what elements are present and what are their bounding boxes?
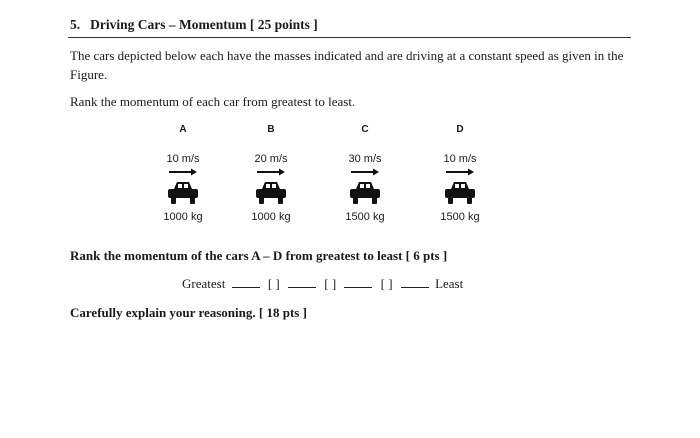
car-icon [347, 179, 383, 205]
car-speed: 30 m/s [348, 153, 382, 165]
rank-blank-2[interactable] [288, 277, 316, 288]
rank-bracket-3[interactable]: [ ] [380, 276, 393, 291]
rank-blank-1[interactable] [232, 277, 260, 288]
car-mass: 1500 kg [345, 211, 385, 223]
rank-blank-4[interactable] [401, 277, 429, 288]
car-icon [165, 179, 201, 205]
right-arrow-icon [445, 168, 475, 176]
rank-bracket-1[interactable]: [ ] [267, 276, 280, 291]
car-icon [253, 179, 289, 205]
rank-blank-3[interactable] [344, 277, 372, 288]
rank-instruction: Rank the momentum of each car from greatest to least. [70, 94, 356, 109]
right-arrow-icon [350, 168, 380, 176]
title-underline [68, 37, 631, 38]
question-number: 5. [70, 17, 81, 32]
car-letter: C [361, 124, 369, 135]
question-title-text: Driving Cars – Momentum [ 25 points ] [90, 17, 318, 32]
car-letter: D [456, 124, 464, 135]
car-mass: 1000 kg [251, 211, 291, 223]
cars-figure [0, 124, 700, 234]
greatest-label: Greatest [182, 276, 226, 291]
car-speed: 20 m/s [254, 153, 288, 165]
rank-bracket-2[interactable]: [ ] [324, 276, 337, 291]
car-letter: B [267, 124, 275, 135]
car-mass: 1000 kg [163, 211, 203, 223]
rank-heading: Rank the momentum of the cars A – D from greatest to least [ 6 pts ] [70, 248, 448, 263]
car-letter: A [179, 124, 187, 135]
explain-prompt: Carefully explain your reasoning. [ 18 pts ] [70, 305, 307, 320]
intro-paragraph: The cars depicted below each have the masses indicated and are driving at a constant speed as given in the Figure. [70, 48, 624, 82]
right-arrow-icon [256, 168, 286, 176]
question-title [70, 17, 318, 33]
car-icon [442, 179, 478, 205]
car-speed: 10 m/s [443, 153, 477, 165]
car-speed: 10 m/s [166, 153, 200, 165]
right-arrow-icon [168, 168, 198, 176]
rank-answer-line [182, 276, 463, 292]
car-mass: 1500 kg [440, 211, 480, 223]
least-label: Least [435, 276, 464, 291]
